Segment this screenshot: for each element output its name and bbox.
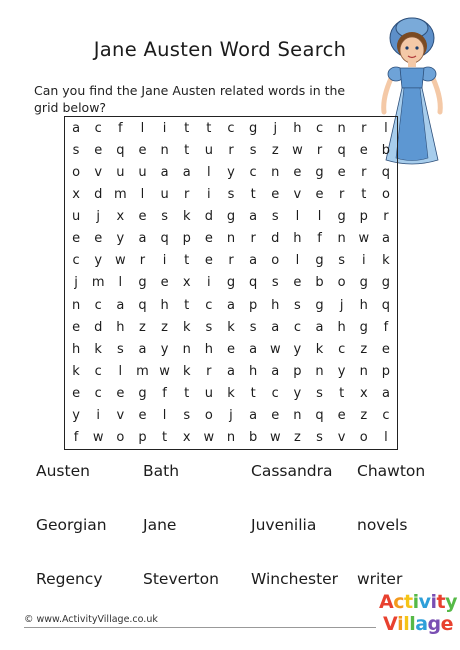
grid-letter: q [315,408,324,424]
grid-letter: n [226,231,236,247]
grid-letter: j [229,408,233,424]
word-list-item: Georgian [36,516,107,534]
grid-letter: e [138,209,147,225]
grid-letter: c [315,120,324,136]
word-list-item: novels [357,516,408,534]
grid-letter: o [271,253,280,269]
grid-letter: r [228,142,234,158]
grid-letter: r [139,253,146,269]
grid-letter: e [138,408,147,424]
grid-letter: r [361,164,367,180]
activity-village-logo [378,586,458,644]
grid-letter: a [116,297,125,313]
word-list-item: Bath [143,462,180,480]
grid-letter: q [160,231,169,247]
grid-letter: v [293,186,302,202]
grid-letter: c [94,297,102,313]
grid-letter: c [227,120,235,136]
grid-letter: n [337,231,346,247]
grid-letter: e [116,386,125,402]
word-list-item: Winchester [251,570,339,588]
grid-letter: f [162,386,167,402]
grid-letter: h [71,341,81,357]
grid-letter: z [360,408,368,424]
grid-letter: p [293,364,302,380]
grid-letter: g [226,275,236,291]
grid-letter: t [250,186,256,202]
footer-divider [24,627,376,628]
grid-letter: y [116,231,125,247]
grid-letter: t [361,186,367,202]
grid-letter: p [359,209,368,225]
grid-letter: g [138,386,147,402]
grid-letter: y [160,341,169,357]
grid-letter: a [315,319,324,335]
grid-letter: z [139,319,146,335]
word-list-item: Regency [36,570,103,588]
grid-letter: k [227,386,235,402]
grid-letter: n [226,430,236,446]
grid-letter: a [271,364,280,380]
logo-line-2: Village [382,613,454,635]
grid-letter: y [293,386,302,402]
grid-letter: q [381,164,391,180]
grid-letter: o [381,186,390,202]
grid-letter: a [381,386,390,402]
grid-letter: t [250,386,256,402]
grid-letter: s [116,341,124,357]
grid-letter: a [249,253,258,269]
grid-letter: s [249,142,257,158]
logo-line-1: Activity [379,591,457,613]
grid-letter: s [316,430,323,446]
grid-letter: f [73,430,79,446]
word-search-grid [64,116,398,450]
grid-letter: s [338,253,346,269]
grid-letter: h [293,120,302,136]
grid-letter: e [337,408,346,424]
grid-letter: l [295,209,300,225]
grid-letter: c [338,341,346,357]
grid-letter: a [227,364,235,380]
grid-letter: y [94,253,103,269]
grid-letter: r [361,120,367,136]
grid-letter: y [293,341,302,357]
grid-letter: i [162,120,167,136]
grid-letter: d [204,209,213,225]
grid-letter: j [339,297,344,313]
grid-letter: n [315,364,324,380]
grid-letter: o [72,164,81,180]
grid-letter: p [182,231,191,247]
grid-letter: l [317,209,322,225]
grid-letter: s [271,209,279,225]
grid-letter: s [316,386,323,402]
grid-letter: x [359,386,368,402]
grid-letter: g [315,297,324,313]
grid-letter: g [248,120,258,136]
grid-letter: g [138,275,147,291]
grid-letter: a [138,341,147,357]
grid-letter: m [91,275,105,291]
grid-letter: z [293,430,301,446]
grid-letter: q [248,275,258,291]
grid-letter: l [384,120,388,136]
grid-letter: k [72,364,80,380]
grid-letter: e [226,341,235,357]
grid-letter: e [138,142,147,158]
footer-url: © www.ActivityVillage.co.uk [24,614,158,625]
grid-letter: t [162,430,168,446]
grid-letter: e [293,275,302,291]
grid-letter: t [184,253,190,269]
word-list-item: writer [357,570,403,588]
grid-letter: k [94,341,102,357]
grid-letter: q [337,142,346,158]
grid-letter: t [206,120,212,136]
grid-letter: x [182,275,191,291]
grid-letter: l [118,275,123,291]
grid-letter: i [162,253,167,269]
grid-letter: y [72,408,80,424]
grid-letter: l [384,430,388,446]
grid-letter: d [271,231,280,247]
worksheet-title: Jane Austen Word Search [93,38,347,61]
grid-letter: t [339,386,345,402]
grid-letter: k [227,319,235,335]
grid-letter: v [337,430,346,446]
grid-letter: e [337,164,346,180]
grid-letter: s [227,186,235,202]
grid-letter: p [138,430,147,446]
grid-letter: x [182,430,191,446]
grid-letter: d [94,319,103,335]
grid-letter: s [271,275,279,291]
grid-letter: e [204,231,213,247]
grid-letter: u [138,164,147,180]
grid-letter: w [115,253,126,269]
grid-letter: n [337,120,346,136]
grid-letter: v [116,408,125,424]
grid-letter: h [249,364,258,380]
grid-letter: g [315,253,324,269]
grid-letter: b [248,430,258,446]
word-list-item: Jane [143,516,177,534]
grid-letter: o [359,430,368,446]
grid-letter: s [161,209,168,225]
grid-letter: z [271,142,279,158]
grid-letter: p [381,364,391,380]
grid-letter: k [182,364,191,380]
grid-letter: a [249,209,258,225]
grid-letter: g [226,209,236,225]
grid-letter: a [182,164,191,180]
word-list-item: Austen [36,462,90,480]
grid-letter: l [140,186,145,202]
grid-letter: a [72,120,81,136]
grid-letter: i [361,253,366,269]
grid-letter: j [96,209,100,225]
grid-letter: h [204,341,213,357]
grid-letter: g [381,275,391,291]
grid-letter: f [317,231,322,247]
grid-letter: a [271,319,280,335]
grid-letter: t [184,297,190,313]
grid-letter: g [315,164,324,180]
grid-letter: c [94,386,102,402]
grid-letter: m [136,364,149,380]
word-list-item: Cassandra [251,462,333,480]
grid-letter: s [249,319,257,335]
grid-letter: l [140,120,145,136]
grid-letter: z [161,319,168,335]
grid-letter: o [337,275,346,291]
grid-letter: e [160,275,169,291]
grid-letter: h [116,319,125,335]
grid-letter: w [269,341,281,357]
grid-letter: c [271,386,279,402]
grid-letter: k [315,341,324,357]
grid-letter: h [160,297,169,313]
grid-letter: j [273,120,278,136]
grid-letter: f [118,120,123,136]
grid-letter: i [207,275,211,291]
grid-letter: b [381,142,391,158]
grid-letter: o [116,430,125,446]
grid-letter: w [358,231,370,247]
grid-letter: i [207,186,211,202]
grid-letter: a [249,408,258,424]
grid-letter: e [72,386,81,402]
grid-letter: c [94,364,102,380]
grid-letter: e [94,142,103,158]
grid-letter: m [113,186,127,202]
grid-letter: n [160,142,169,158]
grid-letter: k [382,253,390,269]
grid-letter: e [293,164,302,180]
grid-letter: n [271,164,280,180]
grid-letter: w [269,430,281,446]
grid-letter: c [72,253,80,269]
grid-letter: t [184,386,190,402]
word-list-item: Chawton [357,462,426,480]
word-list-item: Juvenilia [251,516,317,534]
grid-letter: g [337,209,346,225]
grid-letter: l [162,408,167,424]
grid-letter: b [315,275,324,291]
grid-letter: n [359,364,368,380]
grid-letter: h [271,297,280,313]
grid-letter: p [248,297,258,313]
grid-letter: z [360,341,368,357]
grid-letter: q [138,297,147,313]
grid-letter: n [182,341,191,357]
grid-letter: e [271,186,280,202]
grid-letter: s [72,142,80,158]
grid-letter: a [249,341,258,357]
grid-letter: r [338,186,345,202]
grid-letter: r [228,253,234,269]
grid-letter: k [182,319,191,335]
grid-letter: e [381,341,390,357]
grid-letter: g [359,275,368,291]
grid-letter: e [204,253,213,269]
grid-letter: k [182,209,191,225]
word-list-item: Steverton [143,570,219,588]
grid-letter: q [116,142,125,158]
grid-letter: u [204,142,213,158]
grid-letter: l [207,164,211,180]
grid-letter: c [205,297,213,313]
grid-letter: r [316,142,323,158]
grid-letter: r [206,364,212,380]
grid-letter: o [204,408,213,424]
grid-letter: w [203,430,215,446]
grid-letter: c [94,120,102,136]
grid-letter: g [359,319,368,335]
grid-letter: n [71,297,81,313]
grid-letter: s [294,297,301,313]
grid-letter: e [315,186,324,202]
grid-letter: a [160,164,169,180]
grid-letter: s [205,319,213,335]
grid-letter: t [184,142,190,158]
grid-letter: c [249,164,257,180]
grid-letter: u [160,186,169,202]
grid-letter: r [184,186,190,202]
grid-letter: r [250,231,256,247]
grid-letter: r [383,209,389,225]
grid-letter: u [116,164,125,180]
grid-letter: s [183,408,191,424]
grid-letter: d [94,186,103,202]
grid-letter: u [71,209,81,225]
grid-letter: w [292,142,303,158]
grid-letter: e [72,231,81,247]
grid-letter: u [204,386,213,402]
grid-letter: a [138,231,147,247]
grid-letter: c [293,319,301,335]
grid-letter: c [382,408,390,424]
worksheet-intro: Can you find the Jane Austen related words in the grid below? [34,83,346,115]
grid-letter: v [94,164,103,180]
grid-letter: n [293,408,302,424]
grid-letter: e [359,142,368,158]
grid-letter: y [337,364,346,380]
grid-letter: w [159,364,170,380]
grid-letter: x [116,209,125,225]
grid-letter: f [383,319,389,335]
grid-letter: l [295,253,300,269]
grid-letter: e [271,408,280,424]
grid-letter: l [118,364,123,380]
grid-letter: t [184,120,190,136]
grid-letter: x [72,186,80,202]
grid-letter: h [337,319,346,335]
grid-letter: w [92,430,104,446]
grid-letter: e [94,231,103,247]
grid-letter: q [381,297,391,313]
grid-letter: a [381,231,390,247]
grid-letter: j [74,275,78,291]
grid-letter: h [293,231,302,247]
grid-letter: i [96,408,100,424]
grid-letter: a [227,297,235,313]
grid-letter: h [359,297,368,313]
grid-letter: e [72,319,81,335]
grid-letter: y [227,164,235,180]
